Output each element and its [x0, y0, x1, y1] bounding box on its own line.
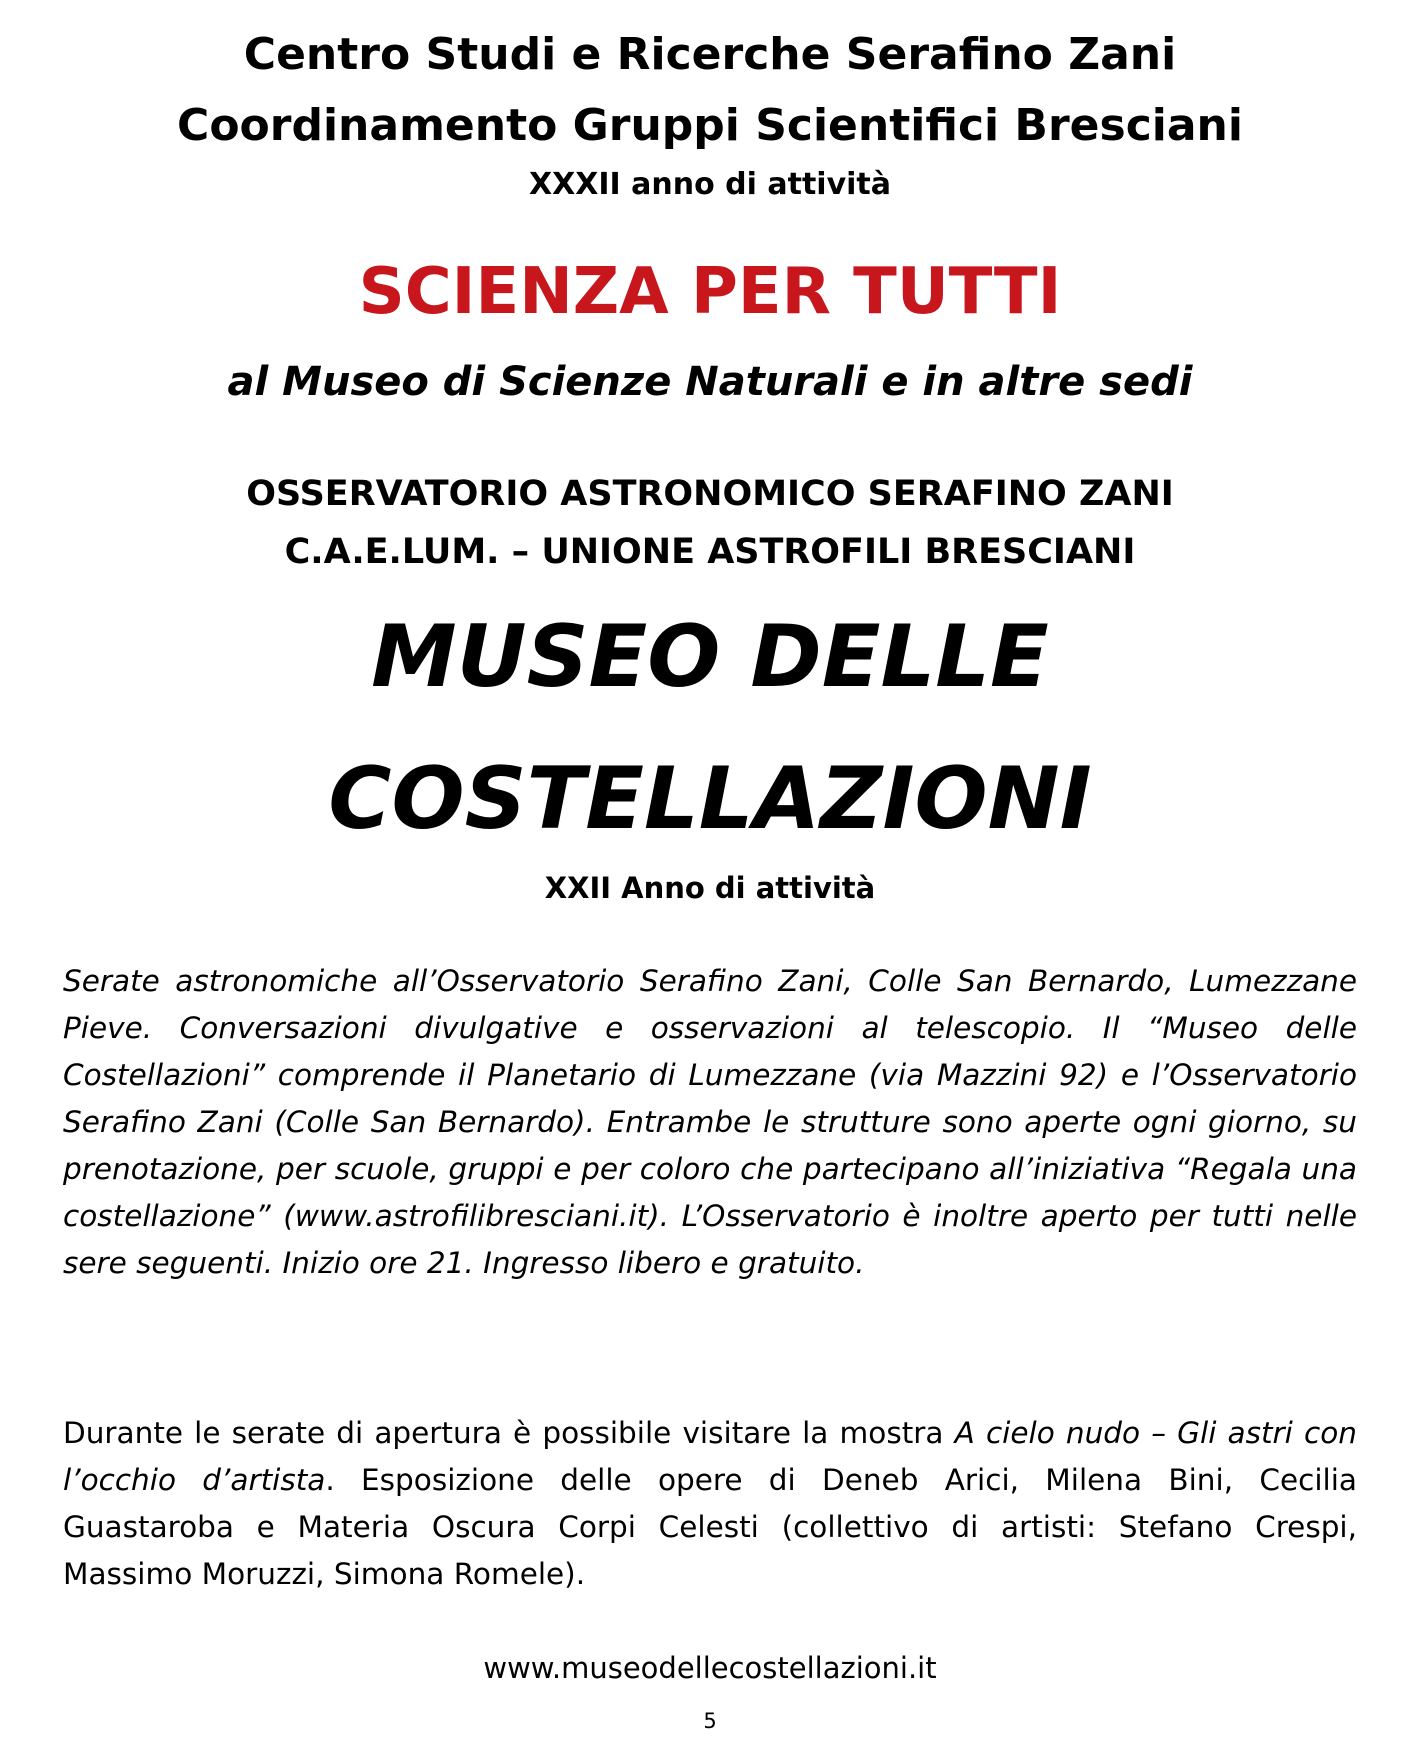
museum-year: XXII Anno di attività: [544, 871, 876, 905]
page-number: 5: [703, 1709, 717, 1733]
astronomers-union: C.A.E.LUM. – UNIONE ASTROFILI BRESCIANI: [284, 532, 1136, 572]
museum-title-line1: MUSEO DELLE: [371, 607, 1049, 707]
series-subtitle: al Museo di Scienze Naturali e in altre sedi: [227, 359, 1193, 405]
series-title: SCIENZA PER TUTTI: [358, 255, 1062, 329]
intro-paragraph: Serate astronomiche all’Osservatorio Serafino Zani, Colle San Bernardo, Lumezzane Pieve. Conversazioni divulgative e osservazioni al telescopio. Il “Museo delle Costellazioni” comprende il Planetario di Lumezzane (via Mazzini 92) e l’Osservatorio Serafino Zani (Colle San Bernardo). Entrambe le strutture sono aperte ogni giorno, su prenotazione, per scuole, gruppi e per coloro che partecipano all’iniziativa “Regala una costellazione” (www.astrofilibresciani.it). L’Osservatorio è inoltre aperto per tutti nelle sere seguenti. Inizio ore 21. Ingresso libero e gratuito.: [63, 964, 1357, 1280]
exhibition-paragraph: [63, 1410, 1357, 1598]
exhibition-title: A cielo nudo – Gli astri con l’occhio d’artista: [63, 1416, 1357, 1497]
organization-year: XXXII anno di attività: [528, 167, 891, 202]
exhibition-text-end: . Esposizione delle opere di Deneb Arici, Milena Bini, Cecilia Guastaroba e Materia Oscura Corpi Celesti (collettivo di artisti: Stefano Crespi, Massimo Moruzzi, Simona Romele).: [63, 1463, 1357, 1591]
exhibition-text-start: Durante le serate di apertura è possibile visitare la mostra: [63, 1416, 955, 1450]
website-link[interactable]: www.museodellecostellazioni.it: [483, 1651, 937, 1685]
organization-coordination: Coordinamento Gruppi Scientifici Bresciani: [177, 100, 1243, 151]
museum-title-line2: COSTELLAZIONI: [328, 749, 1092, 849]
organization-name: Centro Studi e Ricerche Serafino Zani: [243, 29, 1177, 80]
observatory-name: OSSERVATORIO ASTRONOMICO SERAFINO ZANI: [246, 474, 1174, 514]
